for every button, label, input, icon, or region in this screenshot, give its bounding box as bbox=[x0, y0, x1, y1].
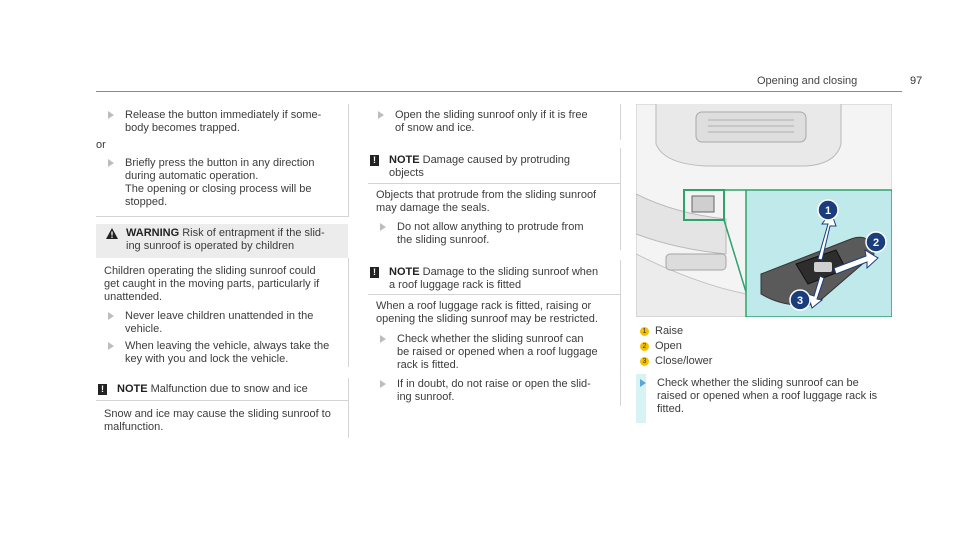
note-snow-header: NOTE Malfunction due to snow and ice bbox=[117, 383, 308, 395]
section-title: Opening and closing bbox=[757, 75, 858, 87]
bullet-arrow-icon bbox=[380, 380, 386, 388]
bullet-arrow-icon bbox=[640, 379, 646, 387]
svg-text:3: 3 bbox=[796, 295, 804, 307]
note-icon: ! bbox=[370, 155, 379, 166]
note-icon: ! bbox=[370, 267, 379, 278]
svg-text:1: 1 bbox=[824, 205, 832, 217]
bullet-arrow-icon bbox=[380, 335, 386, 343]
note-protruding-divider bbox=[368, 183, 621, 184]
note-protruding-right-border bbox=[620, 148, 621, 250]
note-roof-rack-header: NOTE Damage to the sliding sunroof when bbox=[389, 266, 599, 278]
note-snow-right-border bbox=[348, 378, 349, 438]
note-roof-rack-right-border bbox=[620, 260, 621, 406]
callout-3 bbox=[790, 290, 810, 310]
note-snow-divider bbox=[96, 400, 349, 401]
note-protruding-header-2: objects bbox=[389, 167, 424, 179]
callout-2 bbox=[866, 232, 886, 252]
note-roof-rack-body-1: When a roof luggage rack is fitted, raising or bbox=[376, 300, 592, 312]
col1-box1-bottom-border bbox=[96, 216, 349, 217]
col1-box1-right-border bbox=[348, 104, 349, 217]
warning-header bbox=[96, 224, 348, 258]
note-roof-rack-header-2: a roof luggage rack is fitted bbox=[389, 279, 522, 291]
bullet-arrow-icon bbox=[108, 312, 114, 320]
caption-number: 2 bbox=[640, 342, 649, 351]
warning-text: Risk of entrapment if the slid- bbox=[182, 227, 325, 239]
caption-number: 1 bbox=[640, 327, 649, 336]
page-number: 97 bbox=[910, 75, 923, 87]
warning-body-2: get caught in the moving parts, particularly if bbox=[104, 278, 320, 290]
note-icon: ! bbox=[98, 384, 107, 395]
warning-body-3: unattended. bbox=[104, 291, 163, 303]
warning-text-2: ing sunroof is operated by children bbox=[126, 240, 295, 252]
note-protruding-body-1: Objects that protrude from the sliding sunroof bbox=[376, 189, 597, 201]
header-rule bbox=[96, 91, 902, 92]
svg-text:2: 2 bbox=[872, 237, 880, 249]
warning-triangle-icon bbox=[106, 228, 118, 239]
note-roof-rack-divider bbox=[368, 294, 621, 295]
col2-box1-right-border bbox=[620, 104, 621, 140]
warning-box-right-border bbox=[348, 258, 349, 367]
bullet-arrow-icon bbox=[108, 159, 114, 167]
bullet-arrow-icon bbox=[108, 111, 114, 119]
sunroof-control-figure bbox=[636, 104, 892, 317]
warning-label: WARNING bbox=[126, 227, 180, 239]
bullet-arrow-icon bbox=[108, 342, 114, 350]
caption-number: 3 bbox=[640, 357, 649, 366]
note-snow-body-1: Snow and ice may cause the sliding sunroof to bbox=[104, 408, 331, 420]
warning-body-1: Children operating the sliding sunroof could bbox=[104, 265, 316, 277]
or-text: or bbox=[96, 139, 106, 151]
note-roof-rack-body-2: opening the sliding sunroof may be restricted. bbox=[376, 313, 598, 325]
callout-1 bbox=[818, 200, 838, 220]
note-protruding-header: NOTE Damage caused by protruding bbox=[389, 154, 570, 166]
bullet-arrow-icon bbox=[380, 223, 386, 231]
bullet-arrow-icon bbox=[378, 111, 384, 119]
note-protruding-body-2: may damage the seals. bbox=[376, 202, 490, 214]
note-snow-body-2: malfunction. bbox=[104, 421, 164, 433]
